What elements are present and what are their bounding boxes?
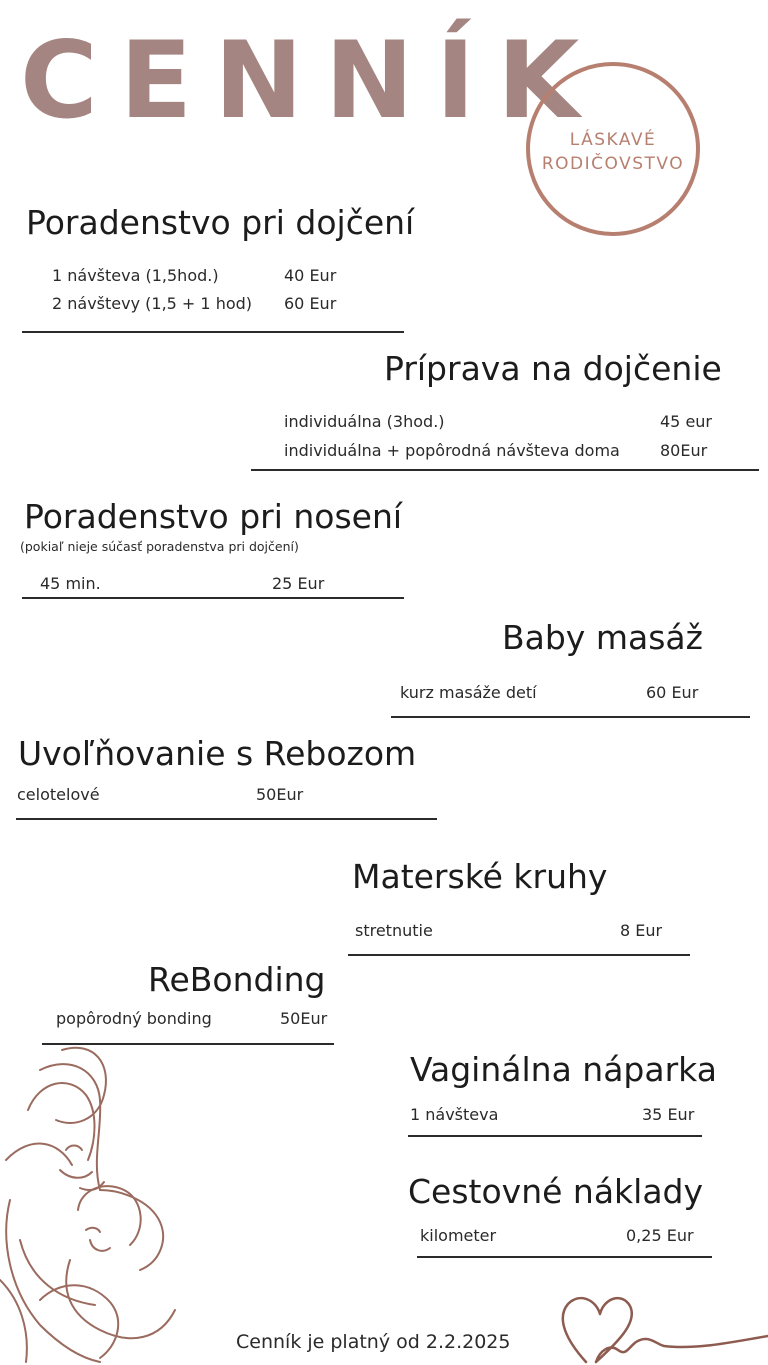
divider: [22, 597, 404, 599]
item-label: individuálna + popôrodná návšteva doma: [284, 441, 620, 460]
section-heading: Príprava na dojčenie: [384, 349, 722, 388]
item-price: 80Eur: [660, 441, 708, 460]
item-label: popôrodný bonding: [56, 1009, 212, 1028]
divider: [391, 716, 750, 718]
item-price: 8 Eur: [620, 921, 663, 940]
item-label: 1 návšteva (1,5hod.): [52, 266, 219, 285]
validity-note: Cenník je platný od 2.2.2025: [236, 1331, 511, 1353]
divider: [251, 469, 759, 471]
item-price: 50Eur: [256, 785, 304, 804]
item-label: kilometer: [420, 1226, 497, 1245]
section-heading: Materské kruhy: [352, 857, 608, 896]
section-heading: ReBonding: [148, 960, 326, 999]
divider: [22, 331, 404, 333]
item-price: 50Eur: [280, 1009, 328, 1028]
item-price: 25 Eur: [272, 574, 325, 593]
section-heading: Poradenstvo pri dojčení: [26, 203, 415, 242]
item-price: 40 Eur: [284, 266, 337, 285]
item-price: 45 eur: [660, 412, 713, 431]
mother-baby-line-art-icon: [0, 1040, 200, 1365]
item-label: 45 min.: [40, 574, 101, 593]
section-heading: Vaginálna náparka: [410, 1050, 717, 1089]
page-title: CENNÍK: [20, 19, 602, 142]
item-label: 2 návštevy (1,5 + 1 hod): [52, 294, 253, 313]
section-heading: Poradenstvo pri nosení: [24, 497, 403, 536]
divider: [348, 954, 690, 956]
item-price: 0,25 Eur: [626, 1226, 694, 1245]
item-price: 35 Eur: [642, 1105, 695, 1124]
divider: [408, 1135, 702, 1137]
item-label: 1 návšteva: [410, 1105, 499, 1124]
heart-line-icon: [556, 1290, 768, 1365]
item-label: stretnutie: [355, 921, 433, 940]
section-heading: Uvoľňovanie s Rebozom: [18, 734, 417, 773]
item-label: celotelové: [17, 785, 100, 804]
item-label: kurz masáže detí: [400, 683, 537, 702]
logo-line-2: RODIČOVSTVO: [541, 154, 685, 174]
item-price: 60 Eur: [646, 683, 699, 702]
divider: [16, 818, 437, 820]
item-label: individuálna (3hod.): [284, 412, 445, 431]
section-note: (pokiaľ nieje súčasť poradenstva pri dojčení): [20, 539, 299, 554]
section-heading: Baby masáž: [502, 618, 703, 657]
divider: [417, 1256, 712, 1258]
section-heading: Cestovné náklady: [408, 1172, 704, 1211]
item-price: 60 Eur: [284, 294, 337, 313]
logo-line-1: LÁSKAVÉ: [569, 130, 657, 150]
